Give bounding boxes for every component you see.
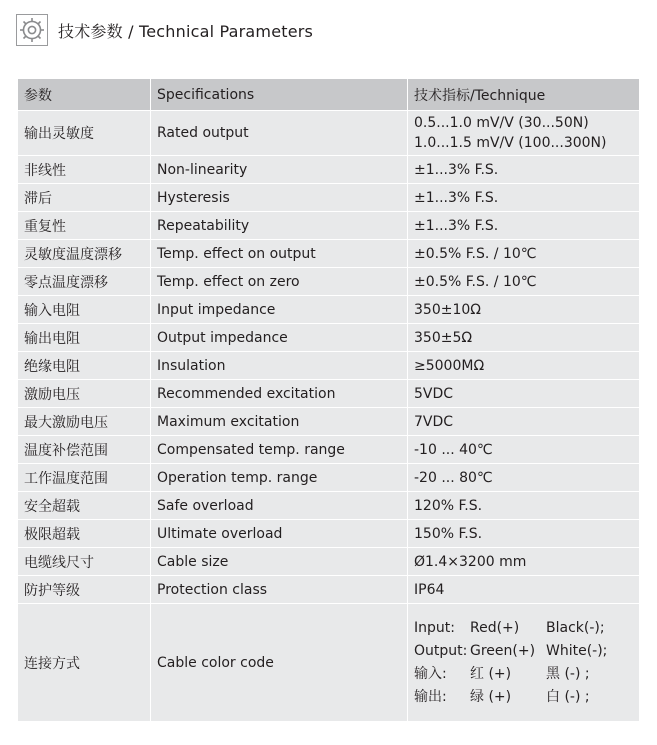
cable-positive: Green(+) — [470, 642, 536, 659]
param-cn: 零点温度漂移 — [18, 268, 151, 296]
table-row — [18, 492, 640, 520]
param-cn: 最大激励电压 — [18, 408, 151, 436]
param-en: Hysteresis — [151, 184, 408, 212]
param-en: Recommended excitation — [151, 380, 408, 408]
param-en: Non-linearity — [151, 156, 408, 184]
cable-color-line — [414, 663, 632, 686]
cable-label: Input: — [414, 619, 455, 636]
table-row — [18, 408, 640, 436]
param-value-line: 1.0...1.5 mV/V (100...300N) — [414, 135, 607, 151]
table-row — [18, 520, 640, 548]
param-value: ±1...3% F.S. — [408, 212, 640, 240]
param-cn: 灵敏度温度漂移 — [18, 240, 151, 268]
param-cn: 工作温度范围 — [18, 464, 151, 492]
section-header — [16, 14, 313, 46]
table-row — [18, 436, 640, 464]
param-value: 120% F.S. — [408, 492, 640, 520]
param-en: Maximum excitation — [151, 408, 408, 436]
table-row-cable-color — [18, 604, 640, 722]
param-cn: 绝缘电阻 — [18, 352, 151, 380]
param-en: Output impedance — [151, 324, 408, 352]
cable-negative: 白 (-) ; — [546, 688, 590, 705]
param-en: Repeatability — [151, 212, 408, 240]
table-row — [18, 296, 640, 324]
param-en: Temp. effect on output — [151, 240, 408, 268]
param-value: 150% F.S. — [408, 520, 640, 548]
cable-color-line — [414, 640, 632, 663]
cable-label: 输入: — [414, 665, 447, 682]
param-value: ±0.5% F.S. / 10℃ — [408, 268, 640, 296]
param-en: Safe overload — [151, 492, 408, 520]
param-en: Temp. effect on zero — [151, 268, 408, 296]
param-cn: 滞后 — [18, 184, 151, 212]
param-cn: 输入电阻 — [18, 296, 151, 324]
param-cn: 极限超载 — [18, 520, 151, 548]
gear-icon — [16, 14, 48, 46]
param-value — [408, 604, 640, 722]
param-value: 7VDC — [408, 408, 640, 436]
table-row — [18, 380, 640, 408]
param-value: 350±10Ω — [408, 296, 640, 324]
table-row — [18, 268, 640, 296]
page-title: 技术参数 / Technical Parameters — [58, 21, 314, 41]
param-en: Cable size — [151, 548, 408, 576]
param-en: Insulation — [151, 352, 408, 380]
cable-negative: White(-); — [546, 642, 608, 659]
param-en: Cable color code — [151, 604, 408, 722]
table-row — [18, 548, 640, 576]
table-row — [18, 464, 640, 492]
cable-color-line — [414, 686, 632, 709]
param-cn: 防护等级 — [18, 576, 151, 604]
param-en: Operation temp. range — [151, 464, 408, 492]
param-value-line: 0.5...1.0 mV/V (30...50N) — [414, 115, 589, 131]
param-value: -20 ... 80℃ — [408, 464, 640, 492]
param-en: Rated output — [151, 111, 408, 156]
param-en: Protection class — [151, 576, 408, 604]
param-cn: 连接方式 — [18, 604, 151, 722]
param-value: ±1...3% F.S. — [408, 184, 640, 212]
param-cn: 电缆线尺寸 — [18, 548, 151, 576]
param-cn: 安全超载 — [18, 492, 151, 520]
column-header-specifications: Specifications — [151, 79, 408, 111]
param-value — [408, 111, 640, 156]
cable-color-line — [414, 617, 632, 640]
cable-positive: Red(+) — [470, 619, 520, 636]
param-cn: 温度补偿范围 — [18, 436, 151, 464]
param-value: Ø1.4×3200 mm — [408, 548, 640, 576]
param-value: ±1...3% F.S. — [408, 156, 640, 184]
table-row — [18, 576, 640, 604]
param-value: ±0.5% F.S. / 10℃ — [408, 240, 640, 268]
table-header-row — [18, 79, 640, 111]
table-row — [18, 156, 640, 184]
table-row — [18, 240, 640, 268]
param-en: Compensated temp. range — [151, 436, 408, 464]
cable-positive: 绿 (+) — [470, 688, 512, 705]
param-value: IP64 — [408, 576, 640, 604]
param-value: 5VDC — [408, 380, 640, 408]
column-header-technique: 技术指标/Technique — [408, 79, 640, 111]
cable-negative: 黑 (-) ; — [546, 665, 590, 682]
cable-color-code — [414, 617, 632, 709]
table-row — [18, 111, 640, 156]
param-cn: 重复性 — [18, 212, 151, 240]
param-value: ≥5000MΩ — [408, 352, 640, 380]
column-header-parameter: 参数 — [18, 79, 151, 111]
param-value: -10 ... 40℃ — [408, 436, 640, 464]
cable-label: 输出: — [414, 688, 447, 705]
param-cn: 输出电阻 — [18, 324, 151, 352]
param-cn: 输出灵敏度 — [18, 111, 151, 156]
cable-positive: 红 (+) — [470, 665, 512, 682]
param-cn: 非线性 — [18, 156, 151, 184]
table-row — [18, 324, 640, 352]
table-row — [18, 184, 640, 212]
cable-label: Output: — [414, 642, 468, 659]
param-en: Ultimate overload — [151, 520, 408, 548]
param-cn: 激励电压 — [18, 380, 151, 408]
technical-parameters-table — [17, 78, 640, 722]
param-value: 350±5Ω — [408, 324, 640, 352]
table-row — [18, 352, 640, 380]
cable-negative: Black(-); — [546, 619, 605, 636]
table-row — [18, 212, 640, 240]
param-en: Input impedance — [151, 296, 408, 324]
